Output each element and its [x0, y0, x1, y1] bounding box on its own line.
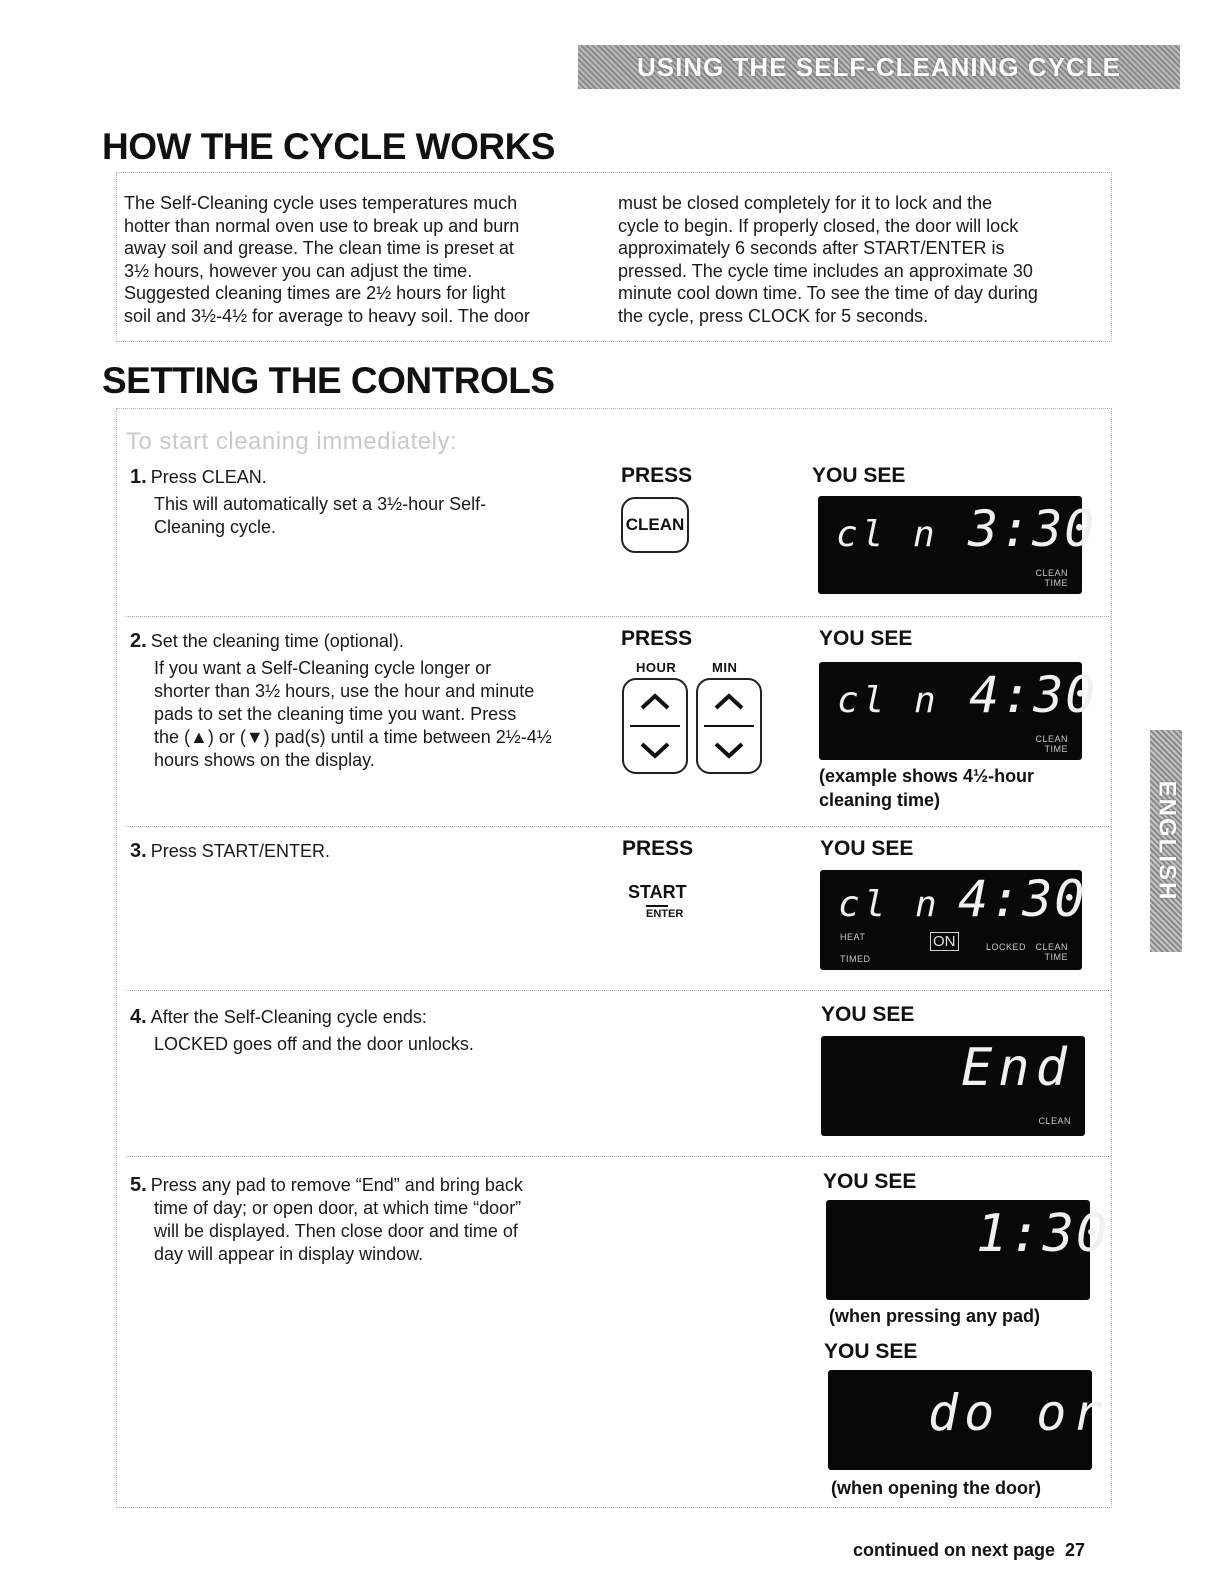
step-body-line: will be displayed. Then close door and time of — [154, 1221, 518, 1241]
step-body-line: time of day; or open door, at which time “door” — [154, 1198, 522, 1218]
you-see-label: YOU SEE — [823, 1170, 917, 1193]
display-caption — [819, 764, 1034, 812]
oven-display — [821, 1036, 1085, 1136]
enter-label: ENTER — [646, 905, 668, 920]
display-indicator-time: TIME — [1044, 952, 1068, 962]
intro-line: cycle to begin. If properly closed, the door will lock — [618, 215, 1019, 236]
section-title-setting-controls: SETTING THE CONTROLS — [102, 360, 555, 401]
press-label: PRESS — [621, 464, 693, 487]
oven-display — [818, 496, 1097, 594]
start-enter-button[interactable] — [628, 882, 686, 920]
you-see-label: YOU SEE — [819, 627, 913, 650]
step-body-line: the (▲) or (▼) pad(s) until a time between 2½-4½ — [154, 727, 552, 747]
display-indicator-timed: TIMED — [840, 954, 871, 964]
display-left-text: cl n — [838, 884, 941, 925]
display-left-text: cl n — [836, 514, 939, 555]
divider — [126, 616, 1111, 617]
intro-line: the cycle, press CLOCK for 5 seconds. — [618, 305, 929, 326]
oven-display — [820, 870, 1087, 970]
min-up-button[interactable] — [698, 680, 760, 725]
display-time-text: 4:30 — [969, 666, 1098, 724]
display-caption: (when opening the door) — [831, 1478, 1041, 1498]
section-title-how-cycle-works: HOW THE CYCLE WORKS — [102, 126, 555, 167]
step-number: 2. — [130, 630, 147, 652]
display-indicator-time: TIME — [1044, 744, 1068, 754]
divider — [126, 826, 1111, 827]
oven-display — [819, 662, 1098, 760]
section-banner — [578, 45, 1180, 89]
step-body-line: LOCKED goes off and the door unlocks. — [154, 1034, 474, 1054]
side-tab-text: ENGLISH — [1153, 780, 1180, 902]
caption-line: (example shows 4½-hour — [819, 766, 1035, 786]
intro-right-column — [618, 192, 1103, 327]
step-number: 4. — [130, 1006, 147, 1028]
hour-pad-label: HOUR — [636, 660, 677, 675]
step-number: 5. — [130, 1174, 147, 1196]
step-title: Set the cleaning time (optional). — [150, 631, 404, 651]
step-body-line: pads to set the cleaning time you want. Press — [154, 704, 517, 724]
oven-display — [828, 1370, 1109, 1470]
display-left-text: cl n — [837, 680, 940, 721]
intro-line: pressed. The cycle time includes an approximate 30 — [618, 260, 1033, 281]
step-body-line: If you want a Self-Cleaning cycle longer or — [154, 658, 492, 678]
step-body-line: shorter than 3½ hours, use the hour and minute — [154, 681, 535, 701]
hour-down-button[interactable] — [624, 727, 686, 772]
display-end-text: End — [961, 1038, 1073, 1098]
continued-text: continued on next page — [853, 1540, 1056, 1560]
you-see-label: YOU SEE — [812, 464, 906, 487]
display-indicator-clean: CLEAN — [1035, 568, 1068, 578]
intro-line: must be closed completely for it to lock and the — [618, 193, 993, 213]
you-see-label: YOU SEE — [824, 1340, 918, 1363]
step-number: 1. — [130, 466, 147, 488]
intro-line: 3½ hours, however you can adjust the time. — [124, 260, 473, 281]
caption-line: cleaning time) — [819, 790, 941, 810]
display-door-text: do or — [928, 1384, 1109, 1442]
you-see-label: YOU SEE — [821, 1003, 915, 1026]
display-time-text: 4:30 — [958, 870, 1087, 928]
page-number: 27 — [1065, 1540, 1086, 1560]
step-title: Press START/ENTER. — [150, 841, 331, 861]
intro-line: away soil and grease. The clean time is preset at — [124, 238, 514, 258]
step-body-line: This will automatically set a 3½-hour Self- — [154, 494, 487, 514]
display-indicator-clean: CLEAN — [1035, 734, 1068, 744]
footer — [853, 1540, 1085, 1561]
press-label: PRESS — [621, 627, 693, 650]
display-indicator-time: TIME — [1044, 578, 1068, 588]
display-indicator-locked: LOCKED — [986, 942, 1027, 952]
intro-line: minute cool down time. To see the time of day during — [618, 283, 1038, 303]
divider — [126, 990, 1111, 991]
clean-pad-button[interactable] — [621, 497, 689, 553]
step-5 — [130, 1174, 610, 1266]
display-indicator-on: ON — [930, 932, 959, 951]
step-title: After the Self-Cleaning cycle ends: — [150, 1007, 427, 1027]
clean-pad-label: CLEAN — [625, 515, 685, 534]
display-indicator-heat: HEAT — [840, 932, 866, 942]
step-body-line: Cleaning cycle. — [154, 517, 277, 537]
step-body-line: day will appear in display window. — [154, 1244, 424, 1264]
step-body-line: hours shows on the display. — [154, 750, 375, 770]
step-1 — [130, 466, 600, 539]
intro-line: The Self-Cleaning cycle uses temperatures much — [124, 193, 518, 213]
you-see-label: YOU SEE — [820, 837, 914, 860]
display-time-text: 1:30 — [976, 1204, 1110, 1264]
min-down-button[interactable] — [698, 727, 760, 772]
intro-left-column — [124, 192, 599, 327]
hour-pad — [622, 678, 688, 774]
step-3 — [130, 840, 600, 863]
display-time-text: 3:30 — [968, 500, 1097, 558]
step-2 — [130, 630, 605, 772]
banner-text: USING THE SELF-CLEANING CYCLE — [636, 51, 1121, 82]
hour-up-button[interactable] — [624, 680, 686, 725]
min-pad-arrows — [698, 680, 760, 772]
min-pad-label: MIN — [712, 660, 738, 675]
subheading: To start cleaning immediately: — [126, 428, 458, 455]
display-indicator-clean: CLEAN — [1035, 942, 1068, 952]
intro-line: hotter than normal oven use to break up and burn — [124, 215, 520, 236]
step-title: Press CLEAN. — [150, 467, 267, 487]
intro-line: Suggested cleaning times are 2½ hours for light — [124, 283, 506, 303]
step-body-line: Press any pad to remove “End” and bring back — [150, 1175, 523, 1195]
display-caption: (when pressing any pad) — [829, 1306, 1041, 1326]
divider — [126, 1156, 1111, 1157]
intro-line: soil and 3½-4½ for average to heavy soil. The door — [124, 305, 530, 326]
oven-display — [826, 1200, 1110, 1300]
start-label: START — [628, 882, 687, 902]
press-label: PRESS — [622, 837, 694, 860]
min-pad — [696, 678, 762, 774]
step-4 — [130, 1006, 600, 1056]
intro-line: approximately 6 seconds after START/ENTER is — [618, 238, 1005, 258]
language-side-tab — [1150, 730, 1182, 952]
display-indicator-clean: CLEAN — [1038, 1116, 1071, 1126]
step-number: 3. — [130, 840, 147, 862]
hour-pad-arrows — [624, 680, 686, 772]
